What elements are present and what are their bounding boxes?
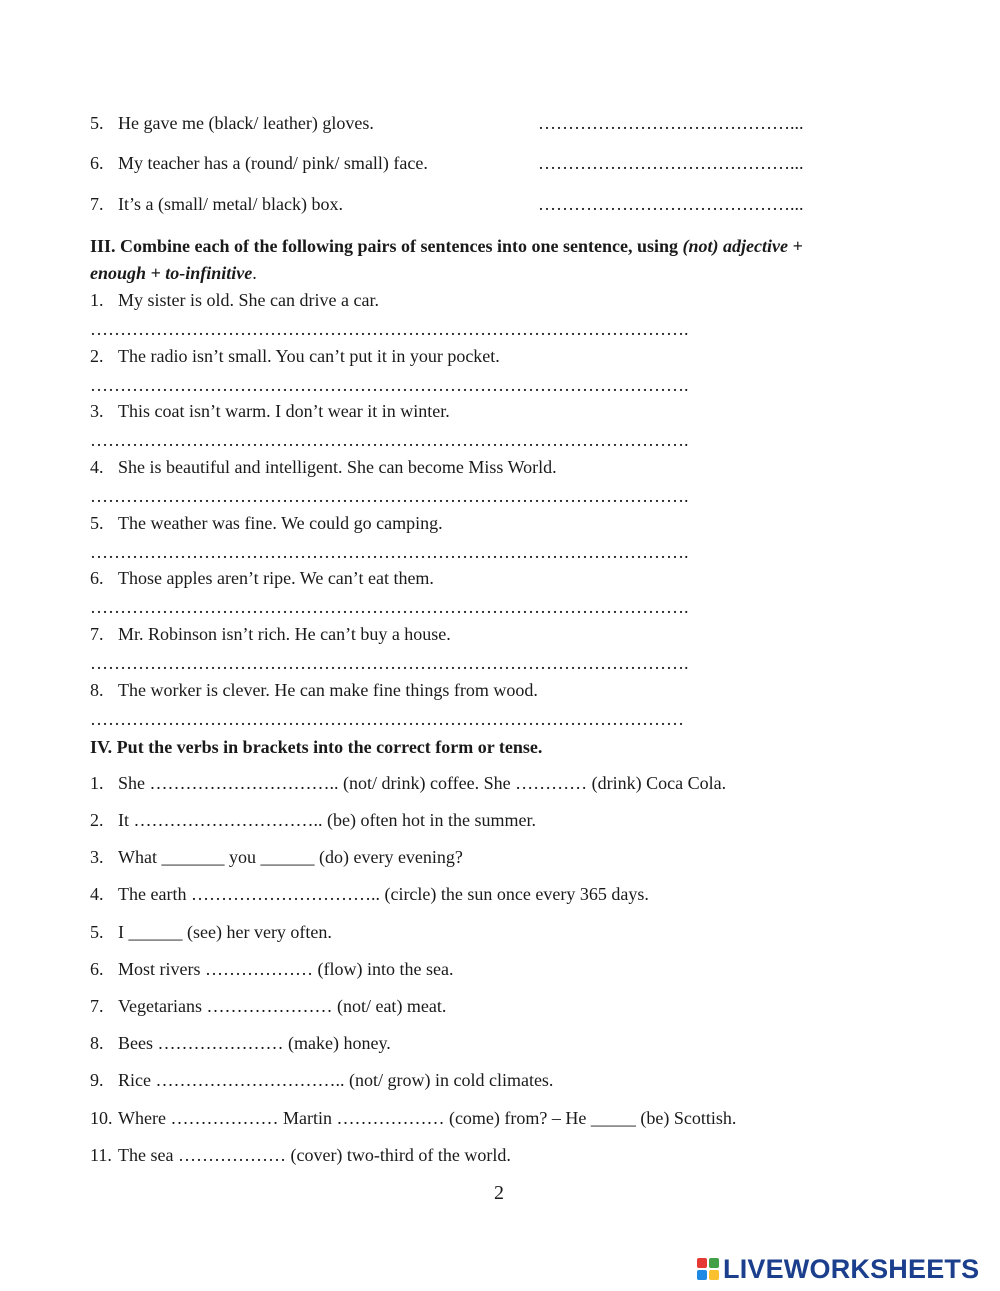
answer-line[interactable]: ……………………………………………………………………………………… [90,709,684,729]
exercise-item: 3. What _______ you ______ (do) every evening? [90,847,463,867]
exercise-item: 5. The weather was fine. We could go camping. [90,513,443,533]
exercise-item: 5. I ______ (see) her very often. [90,922,332,942]
page-number: 2 [494,1182,504,1204]
exercise-item: 2. It ………………………….. (be) often hot in the summer. [90,810,536,830]
exercise-item: 8. Bees ………………… (make) honey. [90,1033,391,1053]
liveworksheets-logo-icon [697,1258,719,1280]
exercise-item: 6. Most rivers ……………… (flow) into the sea. [90,959,454,979]
answer-line[interactable]: ………………………………………………………………………………………. [90,486,689,506]
exercise-item: 5. He gave me (black/ leather) gloves. [90,113,374,133]
brand-name: LIVEWORKSHEETS [723,1253,980,1284]
answer-blank[interactable]: ……………………………………... [538,194,804,214]
answer-line[interactable]: ………………………………………………………………………………………. [90,319,689,339]
brand-logo [697,1253,979,1285]
answer-line[interactable]: ………………………………………………………………………………………. [90,542,689,562]
exercise-item: 7. Mr. Robinson isn’t rich. He can’t buy a house. [90,624,451,644]
exercise-item: 1. She ………………………….. (not/ drink) coffee. She ………… (drink) Coca Cola. [90,773,727,793]
exercise-item: 11. The sea ……………… (cover) two-third of the world. [90,1145,511,1165]
exercise-item: 9. Rice ………………………….. (not/ grow) in cold climates. [90,1070,554,1090]
section-3-heading: III. Combine each of the following pairs of sentences into one sentence, using (not) adjective + [90,236,803,256]
section-4-heading: IV. Put the verbs in brackets into the correct form or tense. [90,737,543,757]
answer-line[interactable]: ………………………………………………………………………………………. [90,653,689,673]
exercise-item: 2. The radio isn’t small. You can’t put it in your pocket. [90,346,500,366]
answer-blank[interactable]: ……………………………………... [538,113,804,133]
exercise-item: 7. Vegetarians ………………… (not/ eat) meat. [90,996,447,1016]
exercise-item: 4. She is beautiful and intelligent. She can become Miss World. [90,457,557,477]
exercise-item: 7. It’s a (small/ metal/ black) box. [90,194,343,214]
answer-line[interactable]: ………………………………………………………………………………………. [90,430,689,450]
exercise-item: 10. Where ……………… Martin ……………… (come) from? – He _____ (be) Scottish. [90,1108,737,1128]
exercise-item: 6. My teacher has a (round/ pink/ small) face. [90,153,428,173]
section-3-heading-cont: enough + to-infinitive. [90,263,257,283]
exercise-item: 6. Those apples aren’t ripe. We can’t eat them. [90,568,434,588]
exercise-item: 8. The worker is clever. He can make fine things from wood. [90,680,538,700]
exercise-item: 4. The earth ………………………….. (circle) the sun once every 365 days. [90,884,649,904]
answer-blank[interactable]: ……………………………………... [538,153,804,173]
answer-line[interactable]: ………………………………………………………………………………………. [90,597,689,617]
exercise-item: 1. My sister is old. She can drive a car. [90,290,379,310]
exercise-item: 3. This coat isn’t warm. I don’t wear it in winter. [90,401,450,421]
answer-line[interactable]: ………………………………………………………………………………………. [90,375,689,395]
